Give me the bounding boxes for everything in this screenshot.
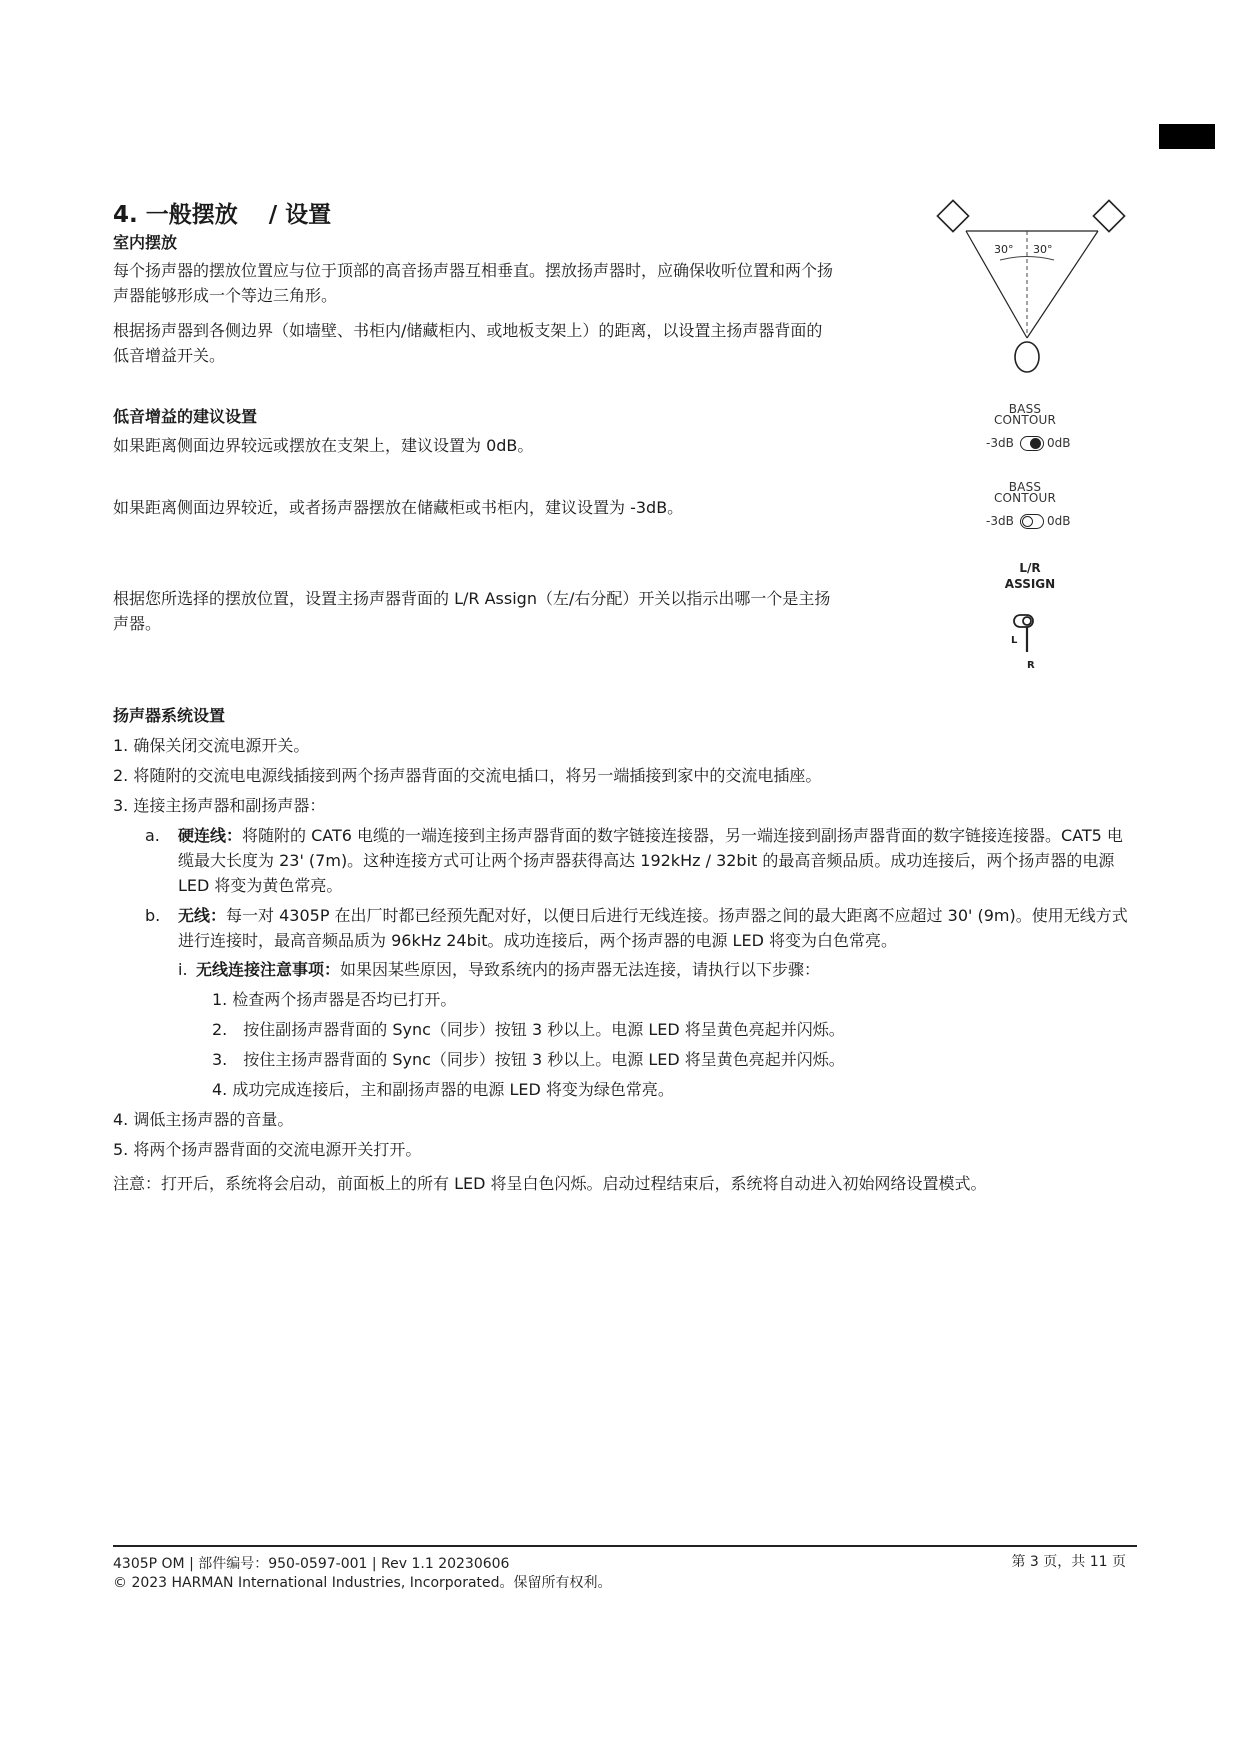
bass-contour-label-2: BASS CONTOUR [993, 480, 1057, 505]
footer-page-number: 第 3 页，共 11 页 [1011, 1554, 1126, 1570]
sub-step-4: 4. 成功完成连接后，主和副扬声器的电源 LED 将变为绿色常亮。 [212, 1080, 674, 1099]
system-step-3: 3. 连接主扬声器和副扬声器： [113, 796, 326, 815]
switch-label-left: -3dB [986, 436, 1014, 450]
item-a-marker: a. [145, 826, 160, 845]
system-step-5: 5. 将两个扬声器背面的交流电源开关打开。 [113, 1140, 422, 1159]
indoor-heading: 室内摆放 [113, 233, 178, 252]
lr-assign-label: L/R ASSIGN [1004, 561, 1056, 591]
footer-copyright: © 2023 HARMAN International Industries, Incorporated。保留所有权利。 [113, 1575, 612, 1591]
bass-switch-minus3db [986, 514, 1086, 530]
bass-heading: 低音增益的建议设置 [113, 407, 258, 426]
sub-step-1: 1. 检查两个扬声器是否均已打开。 [212, 990, 457, 1009]
bass-switch-0db [986, 436, 1086, 452]
angle-left-label: 30° [994, 243, 1014, 256]
indoor-para-1: 每个扬声器的摆放位置应与位于顶部的高音扬声器互相垂直。摆放扬声器时，应确保收听位置和两个扬声器能够形成一个等边三角形。 [113, 261, 834, 305]
system-heading: 扬声器系统设置 [113, 706, 226, 725]
system-step-2: 2. 将随附的交流电电源线插接到两个扬声器背面的交流电插口，将另一端插接到家中的交流电插座。 [113, 766, 822, 785]
switch-label-left: -3dB [986, 514, 1014, 528]
switch-label-right: 0dB [1047, 514, 1071, 528]
item-a-text: 硬连线：将随附的 CAT6 电缆的一端连接到主扬声器背面的数字链接连接器，另一端连接到副扬声器背面的数字链接连接器。CAT5 电缆最大长度为 23' (7m)。这种连接方式可让两个扬声器获得高达 192kHz / 32bit 的最高音频品质。成功连接后，两个扬声器的电源 LED 将变为黄色常亮。 [178, 826, 1123, 895]
system-step-1: 1. 确保关闭交流电源开关。 [113, 736, 310, 755]
section-title: 4. 一般摆放 / 设置 [113, 202, 332, 228]
switch-label-right: 0dB [1047, 436, 1071, 450]
item-b-text: 无线：每一对 4305P 在出厂时都已经预先配对好，以便日后进行无线连接。扬声器之间的最大距离不应超过 30' (9m)。使用无线方式进行连接时，最高音频品质为 96kHz 24bit。成功连接后，两个扬声器的电源 LED 将变为白色常亮。 [178, 906, 1128, 950]
sub-step-3: 3. 按住主扬声器背面的 Sync（同步）按钮 3 秒以上。电源 LED 将呈黄色亮起并闪烁。 [212, 1050, 845, 1069]
system-step-4: 4. 调低主扬声器的音量。 [113, 1110, 294, 1129]
listener-head-icon [1015, 342, 1039, 372]
item-i-marker: i. [178, 960, 188, 979]
angle-right-label: 30° [1033, 243, 1053, 256]
right-speaker-icon [1093, 200, 1124, 231]
assign-para: 根据您所选择的摆放位置，设置主扬声器背面的 L/R Assign（左/右分配）开关以指示出哪一个是主扬声器。 [113, 589, 831, 633]
footer-doc-id: 4305P OM | 部件编号：950-0597-001 | Rev 1.1 20230606 [113, 1556, 510, 1572]
section-tab-marker [1159, 124, 1215, 149]
lr-l-label: L [1011, 635, 1018, 646]
bass-contour-label-1: BASS CONTOUR [993, 402, 1057, 427]
lr-r-label: R [1027, 660, 1035, 671]
item-i-text: 无线连接注意事项：如果因某些原因，导致系统内的扬声器无法连接，请执行以下步骤： [196, 960, 821, 979]
listening-triangle-diagram [930, 195, 1135, 380]
lr-assign-switch-icon [1010, 612, 1050, 672]
footer-divider [113, 1545, 1137, 1547]
bass-line-2: 如果距离侧面边界较近，或者扬声器摆放在储藏柜或书柜内，建议设置为 -3dB。 [113, 498, 684, 517]
bass-line-1: 如果距离侧面边界较远或摆放在支架上，建议设置为 0dB。 [113, 436, 534, 455]
toggle-switch-icon [1020, 514, 1044, 529]
left-speaker-icon [937, 200, 968, 231]
toggle-switch-icon [1020, 436, 1044, 451]
item-b-marker: b. [145, 906, 161, 925]
note: 注意：打开后，系统将会启动，前面板上的所有 LED 将呈白色闪烁。启动过程结束后，系统将自动进入初始网络设置模式。 [113, 1174, 987, 1193]
sub-step-2: 2. 按住副扬声器背面的 Sync（同步）按钮 3 秒以上。电源 LED 将呈黄色亮起并闪烁。 [212, 1020, 845, 1039]
indoor-para-2: 根据扬声器到各侧边界（如墙壁、书柜内/储藏柜内、或地板支架上）的距离，以设置主扬声器背面的低音增益开关。 [113, 321, 823, 365]
